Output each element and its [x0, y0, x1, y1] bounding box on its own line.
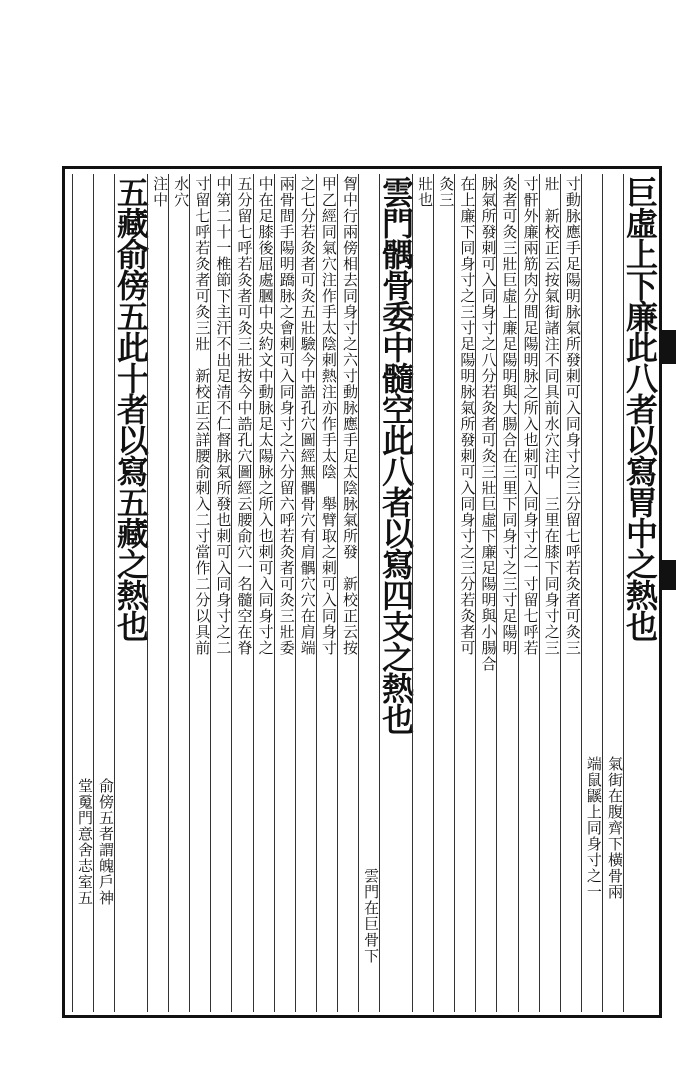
text-column-16	[295, 174, 316, 1012]
text-column-13	[358, 174, 379, 1012]
annotation-text-16: 之七分若灸者可灸五壯驗今中誥孔穴圖經無髃骨穴有肩髃穴穴在肩端	[298, 176, 317, 656]
annotation-text-25: 俞傍五者謂魄戶神	[97, 778, 116, 906]
text-column-19	[231, 174, 252, 1012]
text-column-17	[274, 174, 295, 1012]
annotation-text-14: 胷中行兩傍相去同身寸之六寸動脉應手足太陰脉氣所發 新校正云按	[340, 176, 359, 656]
text-column-9	[454, 174, 475, 1012]
text-column-15	[316, 174, 337, 1012]
text-column-22	[168, 174, 189, 1012]
annotation-text-6: 寸骭外廉兩筋肉分間足陽明脉之所入也刺可入同身寸之一寸留七呼若	[521, 176, 540, 656]
text-column-6	[518, 174, 539, 1012]
annotation-text-17: 兩骨間手陽明蹻脉之會刺可入同身寸之六分留六呼若灸者可灸三壯委	[277, 176, 296, 656]
text-column-26	[72, 174, 93, 1012]
annotation-text-23: 注中	[151, 176, 170, 208]
text-column-21	[189, 174, 210, 1012]
annotation-text-4: 寸動脉應手足陽明脉氣所發刺可入同身寸之三分留七呼若灸者可灸三	[563, 176, 582, 656]
annotation-text-9: 在上廉下同身寸之三寸足陽明脉氣所發刺可入同身寸之三分若灸者可	[458, 176, 477, 656]
annotation-text-11: 壯也	[416, 176, 435, 208]
annotation-text-7: 灸者可灸三壯巨虛上廉足陽明與大腸合在三里下同身寸之三寸足陽明	[500, 176, 519, 656]
main-text-3: 五藏俞傍五此十者以寫五藏之熱也	[112, 176, 151, 641]
annotation-text-19: 五分留七呼若灸者可灸三壯按今中誥孔穴圖經云腰俞穴一名髓空在脊	[235, 176, 254, 656]
annotation-text-10: 灸三	[437, 176, 456, 208]
annotation-text-5: 壯 新校正云按氣街諸注不同具前水穴注中 三里在膝下同身寸之三	[542, 176, 561, 656]
text-column-3	[581, 174, 602, 1012]
text-column-18	[253, 174, 274, 1012]
main-text-1: 巨虛上下廉此八者以寫胃中之熱也	[621, 176, 659, 641]
annotation-text-13: 雲門在巨骨下	[362, 868, 381, 964]
text-column-7	[496, 174, 517, 1012]
text-column-5	[539, 174, 560, 1012]
text-column-14	[337, 174, 358, 1012]
annotation-text-2: 氣街在腹齊下橫骨兩	[606, 756, 624, 900]
main-text-2: 雲門髃骨委中髓空此八者以寫四支之熱也	[377, 176, 416, 734]
annotation-text-22: 水穴	[172, 176, 191, 208]
text-column-8	[475, 174, 496, 1012]
text-column-11	[412, 174, 433, 1012]
text-column-20	[210, 174, 231, 1012]
annotation-text-3: 端鼠鼷上同身寸之一	[584, 756, 603, 900]
text-column-4	[560, 174, 581, 1012]
binding-mark	[662, 330, 676, 364]
annotation-text-26: 堂䰟門意舍志室五	[75, 778, 94, 906]
text-area	[72, 174, 659, 1012]
annotation-text-8: 脉氣所發刺可入同身寸之八分若灸者可灸三壯巨虛下廉足陽明與小腸合	[479, 176, 498, 672]
text-column-1	[621, 174, 659, 1012]
text-column-23	[147, 174, 168, 1012]
binding-mark-lower	[662, 560, 676, 590]
text-column-2	[602, 174, 623, 1012]
annotation-text-21: 寸留七呼若灸者可灸三壯 新校正云詳腰俞刺入二寸當作二分以具前	[193, 176, 212, 656]
text-column-12	[377, 174, 416, 1012]
text-column-10	[433, 174, 454, 1012]
annotation-text-15: 甲乙經同氣穴注作手太陰刺熱注亦作手太陰 舉臂取之刺可入同身寸	[319, 176, 338, 656]
annotation-text-18: 中在足膝後屈處膕中央約文中動脉足太陽脉之所入也刺可入同身寸之	[256, 176, 275, 656]
text-column-25	[93, 174, 114, 1012]
annotation-text-20: 中第二十一椎節下主汗不出足清不仁督脉氣所發也刺可入同身寸之二	[214, 176, 233, 656]
text-column-24	[112, 174, 151, 1012]
